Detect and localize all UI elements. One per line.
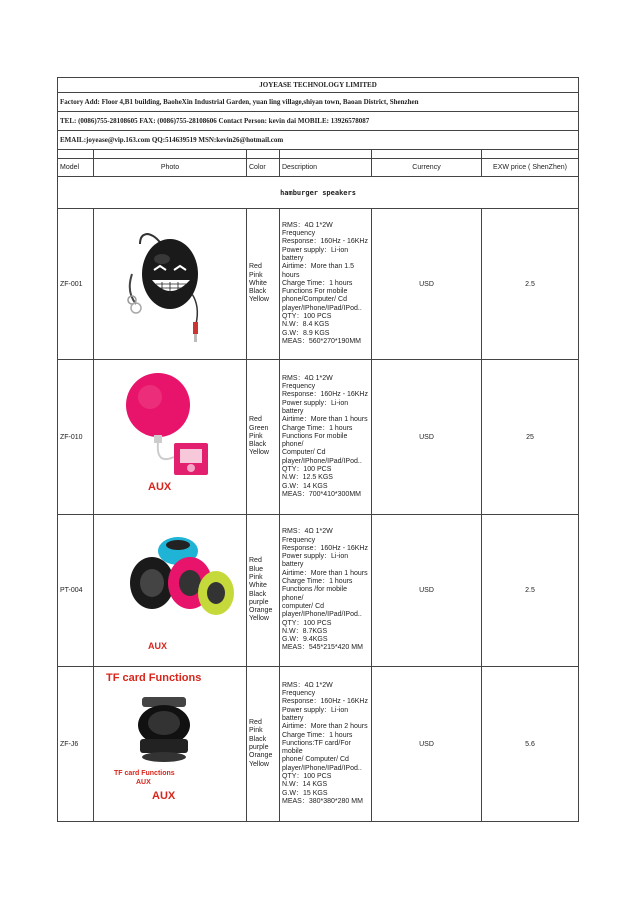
egg-speaker-image bbox=[96, 214, 244, 354]
product-photo bbox=[94, 515, 247, 667]
color-list: Red Pink Black purple Orange Yellow bbox=[247, 667, 280, 822]
product-photo bbox=[94, 360, 247, 515]
col-photo: Photo bbox=[94, 159, 247, 177]
color-list: Red Blue Pink White Black purple Orange Yellow bbox=[247, 515, 280, 667]
col-currency: Currency bbox=[372, 159, 482, 177]
section-title: hamburger speakers bbox=[58, 177, 579, 209]
company-address: Factory Add: Floor 4,B1 building, BaoheXin Industrial Garden, yuan ling village,shiyan town, Baoan District, Shenzhen bbox=[58, 93, 579, 112]
ball-speaker-image bbox=[96, 365, 244, 510]
tf-card-label: TF card Functions bbox=[114, 770, 175, 777]
table-row bbox=[58, 209, 579, 360]
model-cell: ZF-001 bbox=[58, 209, 94, 360]
company-contact: TEL: (0086)755-28108605 FAX: (0086)755-28108606 Contact Person: kevin dai MOBILE: 13926578087 bbox=[58, 112, 579, 131]
model-cell: PT-004 bbox=[58, 515, 94, 667]
model-cell: ZF-J6 bbox=[58, 667, 94, 822]
price-list-table bbox=[57, 77, 579, 822]
price-cell: 25 bbox=[482, 360, 579, 515]
color-list: Red Green Pink Black Yellow bbox=[247, 360, 280, 515]
col-price: EXW price ( ShenZhen) bbox=[482, 159, 579, 177]
aux-label: AUX bbox=[152, 790, 176, 802]
col-color: Color bbox=[247, 159, 280, 177]
description-cell: RMS：4Ω 1*2W Frequency Response：160Hz - 16KHz Power supply：Li-ion battery Airtime：More than 1 hours Charge Time：1 hours Functions /for mobile phone/ computer/ Cd player/IPhone/IPad/IPod.. QTY：100 PCS N.W：8.7KGS G.W：9.4KGS MEAS：545*215*420 MM bbox=[280, 515, 372, 667]
tf-speaker-image bbox=[96, 669, 244, 819]
table-row bbox=[58, 360, 579, 515]
table-row bbox=[58, 667, 579, 822]
aux-label: AUX bbox=[148, 480, 172, 493]
product-photo bbox=[94, 667, 247, 822]
col-description: Description bbox=[280, 159, 372, 177]
price-cell: 5.6 bbox=[482, 667, 579, 822]
colorful-speakers-image bbox=[96, 521, 244, 661]
description-cell: RMS：4Ω 1*2W Frequency Response：160Hz - 16KHz Power supply：Li-ion battery Airtime：More than 1.5 hours Charge Time：1 hours Functions For mobile phone/Computer/ Cd player/IPhone/IPad/IPod.. QTY：100 PCS N.W：8.4 KGS G.W：8.9 KGS MEAS：560*270*190MM bbox=[280, 209, 372, 360]
description-cell: RMS：4Ω 1*2W Frequency Response：160Hz - 16KHz Power supply：Li-ion battery Airtime：More than 2 hours Charge Time：1 hours Functions:TF card/For mobile phone/ Computer/ Cd player/IPhone/IPad/IPod.. QTY：100 PCS N.W：14 KGS G.W：15 KGS MEAS：380*380*280 MM bbox=[280, 667, 372, 822]
aux-label: AUX bbox=[148, 640, 168, 651]
currency-cell: USD bbox=[372, 667, 482, 822]
price-cell: 2.5 bbox=[482, 515, 579, 667]
product-photo bbox=[94, 209, 247, 360]
currency-cell: USD bbox=[372, 515, 482, 667]
description-cell: RMS：4Ω 1*2W Frequency Response：160Hz - 16KHz Power supply：Li-ion battery Airtime：More than 1 hours Charge Time：1 hours Functions For mobile phone/ Computer/ Cd player/IPhone/IPad/IPod.. QTY：100 PCS N.W：12.5 KGS G.W：14 KGS MEAS：700*410*300MM bbox=[280, 360, 372, 515]
model-cell: ZF-010 bbox=[58, 360, 94, 515]
col-model: Model bbox=[58, 159, 94, 177]
tf-card-heading: TF card Functions bbox=[106, 672, 202, 684]
currency-cell: USD bbox=[372, 209, 482, 360]
price-cell: 2.5 bbox=[482, 209, 579, 360]
currency-cell: USD bbox=[372, 360, 482, 515]
color-list: Red Pink White Black Yellow bbox=[247, 209, 280, 360]
aux-small-label: AUX bbox=[136, 779, 151, 786]
table-row bbox=[58, 515, 579, 667]
company-email: EMAIL:joyease@vip.163.com QQ:514639519 MSN:kevin26@hotmail.com bbox=[58, 131, 579, 150]
company-name: JOYEASE TECHNOLOGY LIMITED bbox=[58, 78, 579, 93]
